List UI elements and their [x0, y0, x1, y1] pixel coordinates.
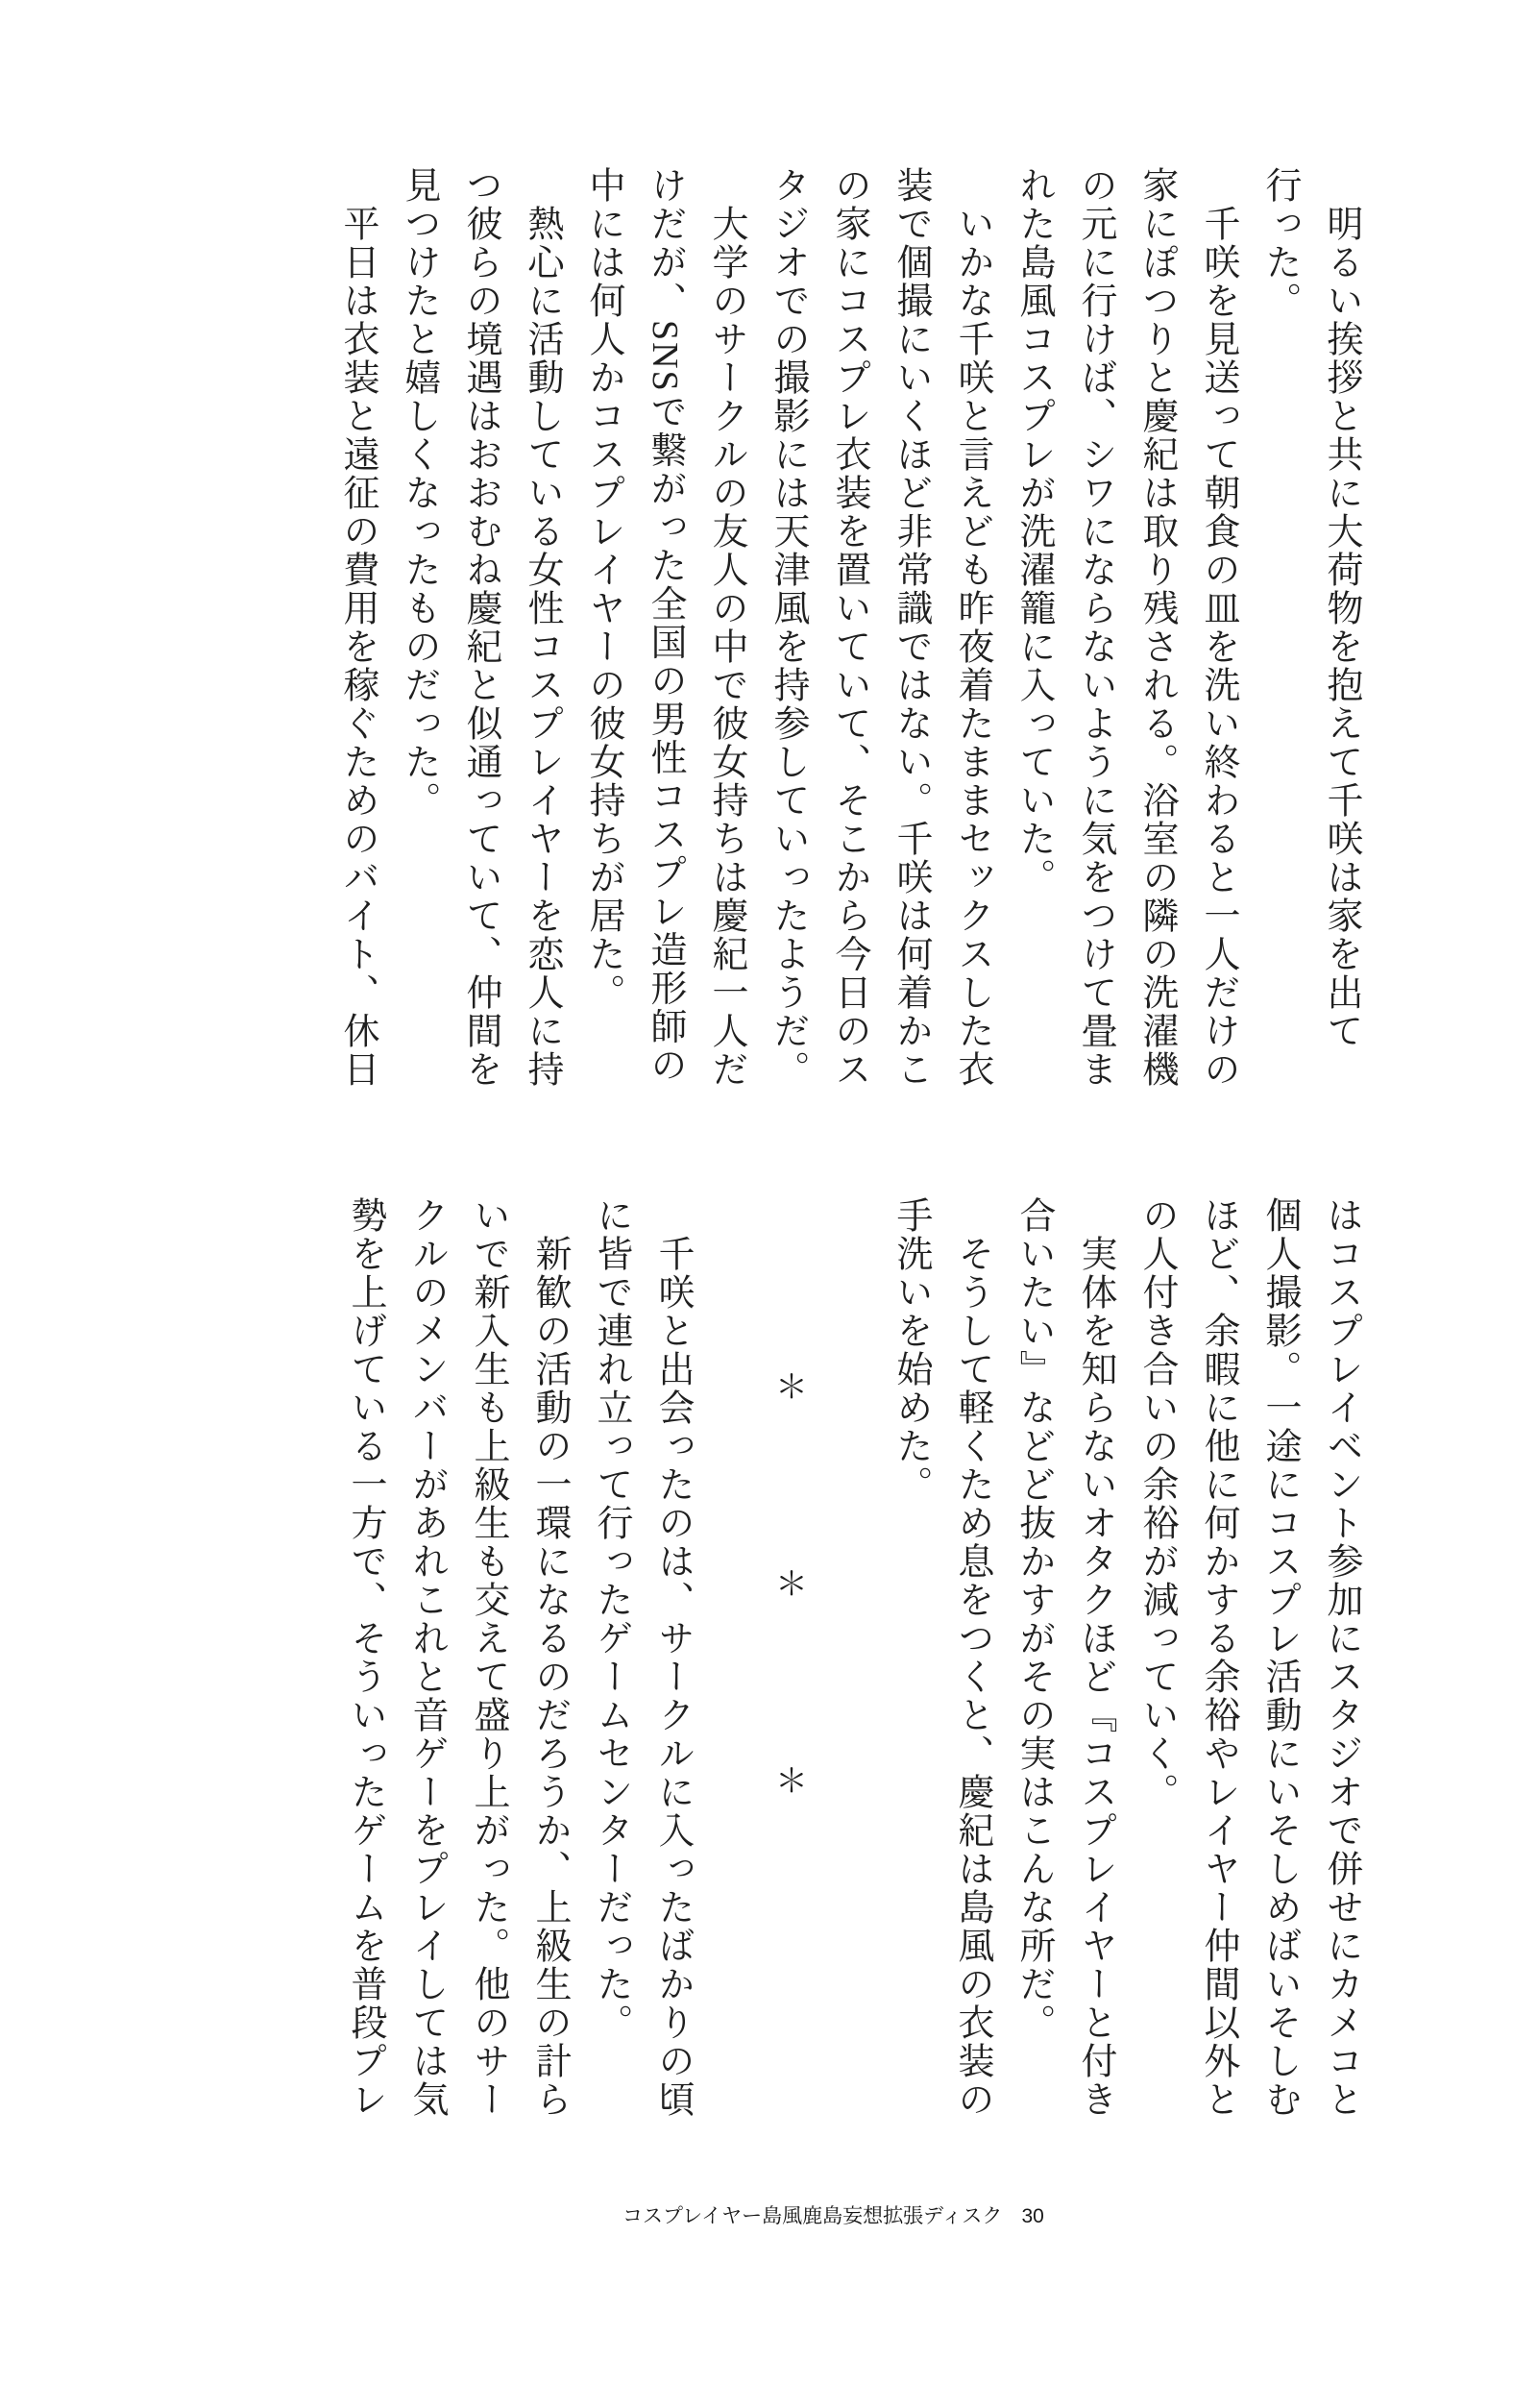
text-column: 明るい挨拶と共に大荷物を抱えて千咲は家を出て — [1321, 205, 1361, 1050]
footer-title: コスプレイヤー島風鹿島妄想拡張ディスク — [622, 2205, 1003, 2227]
text-column: つ彼らの境遇はおおむね慶紀と似通っていて、仲間を — [460, 166, 500, 1089]
text-column: 新歓の活動の一環になるのだろうか、上級生の計ら — [529, 1235, 570, 2119]
text-column: 千咲を見送って朝食の皿を洗い終わると一人だけの — [1198, 205, 1238, 1089]
text-column: ほど、余暇に他に何かする余裕やレイヤー仲間以外と — [1198, 1196, 1238, 2119]
text-column: 熱心に活動している女性コスプレイヤーを恋人に持 — [522, 205, 562, 1089]
text-column: いかな千咲と言えども昨夜着たままセックスした衣 — [952, 205, 992, 1089]
text-column: 大学のサークルの友人の中で彼女持ちは慶紀一人だ — [706, 205, 746, 1089]
text-column: 合いたい』などど抜かすがその実はこんな所だ。 — [1013, 1196, 1054, 2042]
text-column: けだが、SNSで繋がった全国の男性コスプレ造形師の — [645, 166, 685, 1085]
section-separator — [771, 1196, 812, 2157]
text-column: れた島風コスプレが洗濯籠に入っていた。 — [1013, 166, 1054, 897]
text-column: の元に行けば、シワにならないように気をつけて畳ま — [1075, 166, 1115, 1089]
page-number: 30 — [1021, 2205, 1044, 2227]
page-footer — [622, 2200, 1044, 2229]
text-column: に皆で連れ立って行ったゲームセンターだった。 — [591, 1196, 631, 2042]
text-column: の家にコスプレ衣装を置いていて、そこから今日のス — [829, 166, 869, 1089]
separator-asterisk: ＊ — [775, 1567, 808, 1603]
text-column: 装で個撮にいくほど非常識ではない。千咲は何着かこ — [890, 166, 931, 1089]
bottom-text-block — [0, 1196, 1361, 2167]
text-column: の人付き合いの余裕が減っていく。 — [1136, 1196, 1177, 1811]
text-column: いで新入生も上級生も交えて盛り上がった。他のサー — [468, 1196, 508, 2119]
text-column: そうして軽くため息をつくと、慶紀は島風の衣装の — [952, 1235, 992, 2119]
text-column: 平日は衣装と遠征の費用を稼ぐためのバイト、休日 — [337, 205, 378, 1089]
text-column: 個人撮影。一途にコスプレ活動にいそしめばいそしむ — [1259, 1196, 1300, 2119]
separator-asterisk: ＊ — [775, 1370, 808, 1406]
text-column: クルのメンバーがあれこれと音ゲーをプレイしては気 — [406, 1196, 447, 2119]
text-column: 手洗いを始めた。 — [890, 1196, 931, 1504]
text-column: 勢を上げている一方で、そういったゲームを普段プレ — [345, 1196, 385, 2119]
text-column: 千咲と出会ったのは、サークルに入ったばかりの頃 — [652, 1235, 693, 2119]
separator-asterisk: ＊ — [775, 1764, 808, 1800]
text-column: 中には何人かコスプレイヤーの彼女持ちが居た。 — [583, 166, 623, 1012]
text-column: 家にぽつりと慶紀は取り残される。浴室の隣の洗濯機 — [1136, 166, 1177, 1089]
text-column: はコスプレイベント参加にスタジオで併せにカメコと — [1321, 1196, 1361, 2119]
text-column: 見つけたと嬉しくなったものだった。 — [399, 166, 439, 820]
text-column: 行った。 — [1259, 166, 1300, 320]
text-column: タジオでの撮影には天津風を持参していったようだ。 — [768, 166, 808, 1089]
top-text-block — [0, 166, 1361, 1137]
text-column: 実体を知らないオタクほど『コスプレイヤーと付き — [1075, 1235, 1115, 2119]
